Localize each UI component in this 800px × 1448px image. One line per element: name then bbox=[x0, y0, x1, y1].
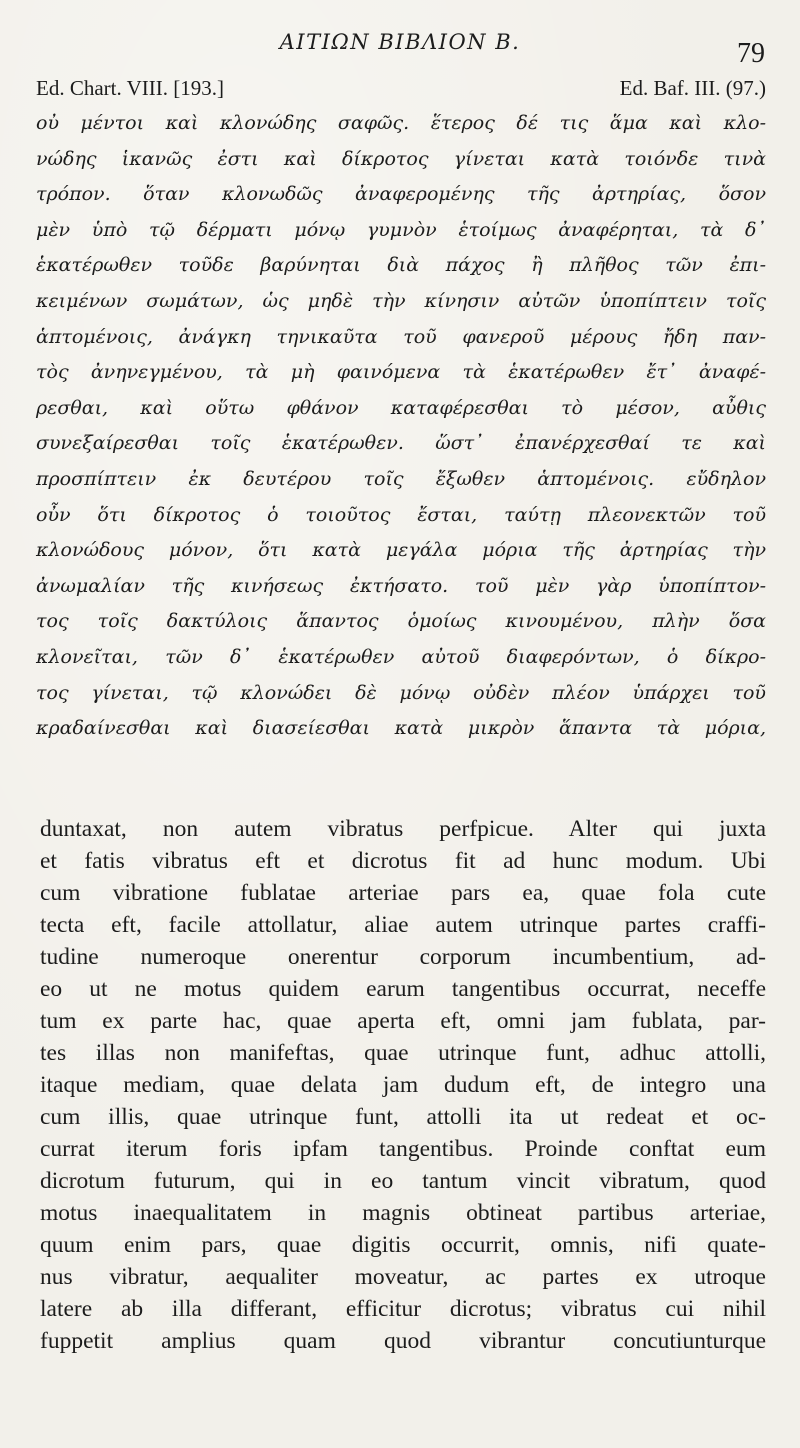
greek-line: τος γίνεται, τῷ κλονώδει δὲ μόνῳ οὐδὲν πλέον ὑπάρχει τοῦ bbox=[36, 681, 766, 704]
latin-line: tecta eft, facile attollatur, aliae autem utrinque partes craffi- bbox=[40, 912, 766, 938]
latin-line: duntaxat, non autem vibratus perfpicue. Alter qui juxta bbox=[40, 816, 766, 842]
latin-line: nus vibratur, aequaliter moveatur, ac partes ex utroque bbox=[40, 1264, 766, 1290]
running-title: ΑΙΤΙΩΝ ΒΙΒΛΙΟΝ Β. bbox=[279, 30, 521, 54]
greek-line: τρόπον. ὅταν κλονωδῶς ἀναφερομένης τῆς ἀρτηρίας, ὅσον bbox=[36, 183, 766, 206]
greek-line: νώδης ἱκανῶς ἐστι καὶ δίκροτος γίνεται κατὰ τοιόνδε τινὰ bbox=[36, 147, 766, 170]
latin-line: eo ut ne motus quidem earum tangentibus occurrat, neceffe bbox=[40, 976, 766, 1002]
greek-line: ρεσθαι, καὶ οὕτω φθάνον καταφέρεσθαι τὸ μέσον, αὖθις bbox=[36, 396, 766, 419]
edition-basel-ref: Ed. Baf. III. (97.) bbox=[619, 76, 766, 100]
latin-line: cum illis, quae utrinque funt, attolli ita ut redeat et oc- bbox=[40, 1104, 766, 1130]
latin-text-block bbox=[40, 813, 766, 1357]
latin-line: quum enim pars, quae digitis occurrit, omnis, nifi quate- bbox=[40, 1232, 766, 1258]
page-number: 79 bbox=[737, 38, 765, 69]
greek-line: οὖν ὅτι δίκροτος ὁ τοιοῦτος ἔσται, ταύτῃ πλεονεκτῶν τοῦ bbox=[36, 503, 766, 526]
latin-line: tes illas non manifeftas, quae utrinque funt, adhuc attolli, bbox=[40, 1040, 766, 1066]
edition-references bbox=[36, 76, 766, 101]
greek-line: συνεξαίρεσθαι τοῖς ἑκατέρωθεν. ὥστ᾽ ἐπανέρχεσθαί τε καὶ bbox=[36, 432, 766, 455]
latin-line: dicrotum futurum, qui in eo tantum vincit vibratum, quod bbox=[40, 1168, 766, 1194]
greek-line: προσπίπτειν ἐκ δευτέρου τοῖς ἔξωθεν ἁπτομένοις. εὔδηλον bbox=[36, 467, 766, 490]
greek-line: ἁπτομένοις, ἀνάγκη τηνικαῦτα τοῦ φανεροῦ μέρους ἤδη παν- bbox=[36, 325, 766, 348]
greek-line: οὐ μέντοι καὶ κλονώδης σαφῶς. ἕτερος δέ τις ἅμα καὶ κλο- bbox=[36, 112, 766, 134]
latin-line: tum ex parte hac, quae aperta eft, omni jam fublata, par- bbox=[40, 1008, 766, 1034]
greek-line: κλονεῖται, τῶν δ᾽ ἑκατέρωθεν αὐτοῦ διαφερόντων, ὁ δίκρο- bbox=[36, 645, 766, 668]
greek-line: κραδαίνεσθαι καὶ διασείεσθαι κατὰ μικρὸν ἅπαντα τὰ μόρια, bbox=[36, 717, 766, 740]
greek-line: ἑκατέρωθεν τοῦδε βαρύνηται διὰ πάχος ἢ πλῆθος τῶν ἐπι- bbox=[36, 254, 766, 277]
latin-line: currat iterum foris ipfam tangentibus. Proinde conftat eum bbox=[40, 1136, 766, 1162]
greek-line: κειμένων σωμάτων, ὡς μηδὲ τὴν κίνησιν αὐτῶν ὑποπίπτειν τοῖς bbox=[36, 289, 766, 312]
greek-line: τὸς ἀνηνεγμένου, τὰ μὴ φαινόμενα τὰ ἑκατέρωθεν ἔτ᾽ ἀναφέ- bbox=[36, 361, 766, 384]
latin-line: fuppetit amplius quam quod vibrantur concutiunturque bbox=[40, 1328, 766, 1354]
greek-line: μὲν ὑπὸ τῷ δέρματι μόνῳ γυμνὸν ἑτοίμως ἀναφέρηται, τὰ δ᾽ bbox=[36, 218, 766, 241]
latin-line: motus inaequalitatem in magnis obtineat partibus arteriae, bbox=[40, 1200, 766, 1226]
edition-chartier-ref: Ed. Chart. VIII. [193.] bbox=[36, 76, 224, 100]
greek-text-block bbox=[36, 106, 766, 747]
greek-line: κλονώδους μόνον, ὅτι κατὰ μεγάλα μόρια τῆς ἀρτηρίας τὴν bbox=[36, 539, 766, 562]
latin-line: latere ab illa differant, efficitur dicrotus; vibratus cui nihil bbox=[40, 1296, 766, 1322]
greek-line: τος τοῖς δακτύλοις ἅπαντος ὁμοίως κινουμένου, πλὴν ὅσα bbox=[36, 610, 766, 633]
latin-line: et fatis vibratus eft et dicrotus fit ad hunc modum. Ubi bbox=[40, 848, 766, 874]
latin-line: itaque mediam, quae delata jam dudum eft, de integro una bbox=[40, 1072, 766, 1098]
latin-line: cum vibratione fublatae arteriae pars ea, quae fola cute bbox=[40, 880, 766, 906]
greek-line: ἀνωμαλίαν τῆς κινήσεως ἐκτήσατο. τοῦ μὲν γὰρ ὑποπίπτον- bbox=[36, 574, 766, 597]
latin-line: tudine numeroque onerentur corporum incumbentium, ad- bbox=[40, 944, 766, 970]
